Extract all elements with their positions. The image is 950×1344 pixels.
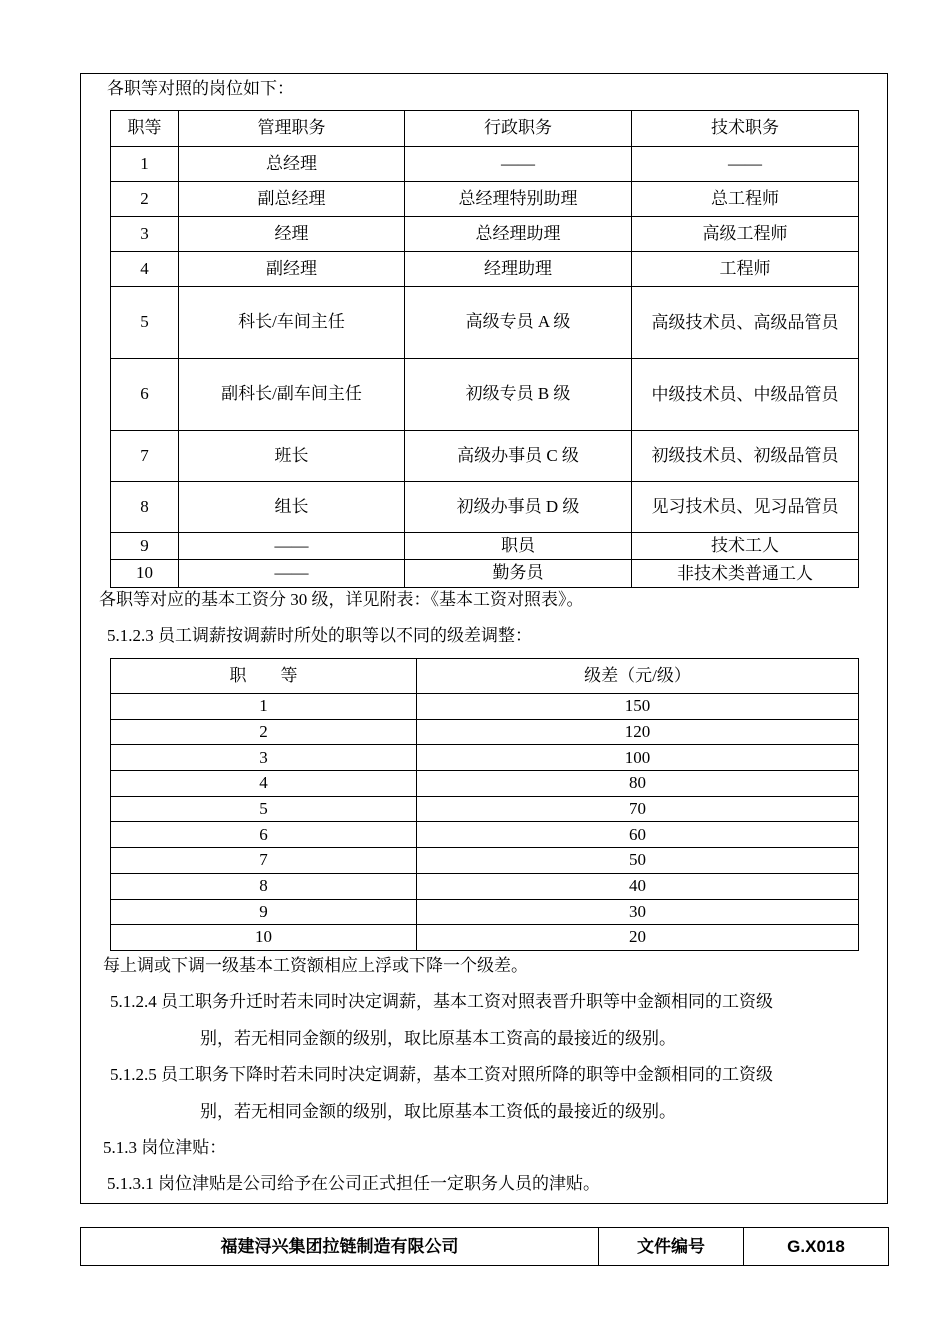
- cell-administrative: 职员: [405, 533, 632, 560]
- cell-grade: 10: [111, 925, 417, 951]
- grade-difference-table: [110, 658, 859, 951]
- table-row: [111, 899, 859, 925]
- header-difference: 级差（元/级）: [417, 659, 859, 694]
- clause-5-1-2-5-line2: 别，若无相同金额的级别，取比原基本工资低的最接近的级别。: [200, 1102, 676, 1121]
- cell-administrative: 勤务员: [405, 560, 632, 587]
- cell-difference: 100: [417, 745, 859, 771]
- cell-management: 总经理: [179, 147, 405, 182]
- cell-administrative: 经理助理: [405, 252, 632, 287]
- cell-grade: 9: [111, 533, 179, 560]
- header-management: 管理职务: [179, 111, 405, 147]
- table-row: [111, 719, 859, 745]
- cell-difference: 60: [417, 822, 859, 848]
- cell-management: 副总经理: [179, 182, 405, 217]
- cell-difference: 70: [417, 796, 859, 822]
- cell-grade: 5: [111, 287, 179, 359]
- cell-grade: 3: [111, 745, 417, 771]
- cell-difference: 120: [417, 719, 859, 745]
- table-row: [111, 822, 859, 848]
- cell-grade: 4: [111, 771, 417, 797]
- table-row: [111, 796, 859, 822]
- cell-technical: 非技术类普通工人: [632, 560, 859, 587]
- note-adjustment: 每上调或下调一级基本工资额相应上浮或下降一个级差。: [103, 956, 528, 975]
- table-row: [111, 431, 859, 482]
- footer-company: 福建浔兴集团拉链制造有限公司: [81, 1228, 599, 1266]
- cell-difference: 30: [417, 899, 859, 925]
- header-grade: 职 等: [111, 659, 417, 694]
- header-administrative: 行政职务: [405, 111, 632, 147]
- cell-grade: 4: [111, 252, 179, 287]
- cell-grade: 1: [111, 694, 417, 720]
- table-header-row: [111, 659, 859, 694]
- cell-administrative: 初级办事员 D 级: [405, 482, 632, 533]
- cell-difference: 150: [417, 694, 859, 720]
- table-row: [111, 217, 859, 252]
- cell-difference: 20: [417, 925, 859, 951]
- table-row: [111, 925, 859, 951]
- cell-difference: 50: [417, 848, 859, 874]
- header-grade: 职等: [111, 111, 179, 147]
- cell-grade: 8: [111, 482, 179, 533]
- clause-5-1-3-1: 5.1.3.1 岗位津贴是公司给予在公司正式担任一定职务人员的津贴。: [107, 1174, 600, 1193]
- cell-grade: 7: [111, 848, 417, 874]
- footer-doc-label: 文件编号: [599, 1228, 744, 1266]
- cell-grade: 7: [111, 431, 179, 482]
- cell-administrative: 高级专员 A 级: [405, 287, 632, 359]
- table-row: [111, 533, 859, 560]
- cell-technical: 高级技术员、高级品管员: [632, 287, 859, 359]
- cell-grade: 5: [111, 796, 417, 822]
- table-row: [111, 359, 859, 431]
- table-row: [111, 873, 859, 899]
- table-row: [111, 182, 859, 217]
- cell-grade: 6: [111, 359, 179, 431]
- table-row: [111, 482, 859, 533]
- cell-administrative: 总经理助理: [405, 217, 632, 252]
- cell-grade: 8: [111, 873, 417, 899]
- note-salary-levels: 各职等对应的基本工资分 30 级，详见附表：《基本工资对照表》。: [99, 590, 584, 609]
- clause-5-1-2-4-line2: 别，若无相同金额的级别，取比原基本工资高的最接近的级别。: [200, 1029, 676, 1048]
- table-row: [111, 147, 859, 182]
- clause-5-1-3: 5.1.3 岗位津贴：: [103, 1138, 227, 1157]
- cell-technical: 初级技术员、初级品管员: [632, 431, 859, 482]
- cell-technical: 总工程师: [632, 182, 859, 217]
- cell-administrative: 高级办事员 C 级: [405, 431, 632, 482]
- table-row: [111, 745, 859, 771]
- cell-management: ——: [179, 560, 405, 587]
- table-row: [111, 287, 859, 359]
- cell-management: ——: [179, 533, 405, 560]
- table-row: [111, 694, 859, 720]
- cell-management: 科长/车间主任: [179, 287, 405, 359]
- cell-grade: 2: [111, 182, 179, 217]
- footer-doc-number: G.X018: [744, 1228, 889, 1266]
- cell-management: 经理: [179, 217, 405, 252]
- cell-administrative: 初级专员 B 级: [405, 359, 632, 431]
- header-technical: 技术职务: [632, 111, 859, 147]
- cell-management: 班长: [179, 431, 405, 482]
- clause-5-1-2-3: 5.1.2.3 员工调薪按调薪时所处的职等以不同的级差调整：: [107, 626, 532, 645]
- table-row: [111, 252, 859, 287]
- cell-difference: 80: [417, 771, 859, 797]
- cell-grade: 2: [111, 719, 417, 745]
- table-row: [111, 771, 859, 797]
- cell-technical: ——: [632, 147, 859, 182]
- cell-grade: 3: [111, 217, 179, 252]
- cell-grade: 6: [111, 822, 417, 848]
- cell-technical: 高级工程师: [632, 217, 859, 252]
- grade-position-table: [110, 110, 859, 588]
- cell-administrative: 总经理特别助理: [405, 182, 632, 217]
- cell-technical: 技术工人: [632, 533, 859, 560]
- table-header-row: [111, 111, 859, 147]
- cell-grade: 1: [111, 147, 179, 182]
- cell-difference: 40: [417, 873, 859, 899]
- clause-5-1-2-5-line1: 5.1.2.5 员工职务下降时若未同时决定调薪，基本工资对照所降的职等中金额相同的工资级: [110, 1065, 773, 1084]
- clause-5-1-2-4-line1: 5.1.2.4 员工职务升迁时若未同时决定调薪，基本工资对照表晋升职等中金额相同的工资级: [110, 992, 773, 1011]
- table-row: [111, 560, 859, 587]
- intro-text: 各职等对照的岗位如下：: [107, 79, 294, 98]
- cell-technical: 中级技术员、中级品管员: [632, 359, 859, 431]
- cell-management: 副经理: [179, 252, 405, 287]
- cell-administrative: ——: [405, 147, 632, 182]
- cell-management: 副科长/副车间主任: [179, 359, 405, 431]
- cell-grade: 10: [111, 560, 179, 587]
- cell-technical: 见习技术员、见习品管员: [632, 482, 859, 533]
- cell-technical: 工程师: [632, 252, 859, 287]
- footer-table: [80, 1227, 889, 1266]
- table-row: [111, 848, 859, 874]
- cell-management: 组长: [179, 482, 405, 533]
- cell-grade: 9: [111, 899, 417, 925]
